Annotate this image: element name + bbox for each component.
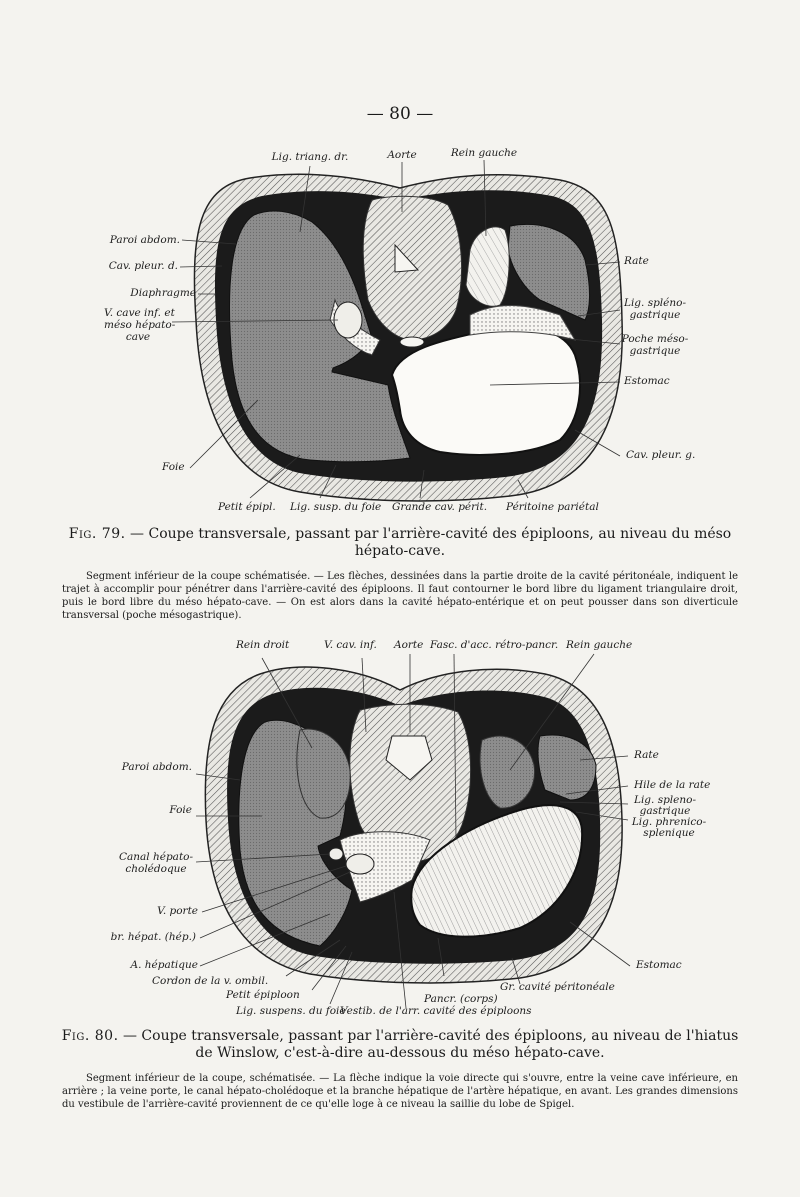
fig80-label-petit-epiploon: Petit épiploon [226, 989, 300, 1001]
fig79-label-poche-2: gastrique [629, 345, 681, 357]
fig79-label-v-cave-3: cave [125, 331, 151, 343]
fig80-label-hile: Hile de la rate [634, 779, 711, 791]
fig80-label-a-hepatique: A. hépatique [130, 959, 198, 971]
fig80-label-fasc: Fasc. d'acc. rétro-pancr. [430, 639, 559, 651]
fig80-label-pancr: Pancr. (corps) [424, 993, 498, 1005]
fig80-caption-text: — Coupe transversale, passant par l'arrière-cavité des épiploons, au niveau de l'hiatus de Winslow, c'est-à-dire au-dessous du méso hépato-cave. [122, 1028, 739, 1061]
fig79-label-lig-spleno-1: Lig. spléno- [623, 297, 687, 309]
fig80-label-vestib: Vestib. de l'arr. cavité des épiploons [340, 1005, 532, 1017]
fig79-label-rein-gauche: Rein gauche [450, 147, 518, 159]
fig79-label-diaphragme: Diaphragme [130, 287, 196, 299]
fig79-label-rate: Rate [624, 255, 649, 267]
fig79-label-petit-epipl: Petit épipl. [218, 501, 276, 513]
fig79-caption [60, 526, 740, 560]
fig79-label-v-cave-1: V. cave inf. et [104, 307, 175, 319]
fig79-label-peritoine: Péritoine pariétal [506, 501, 599, 513]
fig79-caption-text: — Coupe transversale, passant par l'arrière-cavité des épiploons, au niveau du méso hépato-cave. [130, 526, 732, 559]
page-number: — 80 — [366, 104, 434, 124]
fig79-label-paroi: Paroi abdom. [109, 234, 180, 246]
figure-80-illustration [0, 640, 800, 1040]
fig80-label-rein-gauche: Rein gauche [566, 639, 633, 651]
fig79-label-lig-triang: Lig. triang. dr. [271, 151, 349, 163]
fig80-label-rate: Rate [634, 749, 659, 761]
fig80-label-estomac: Estomac [636, 959, 682, 971]
fig79-label-estomac: Estomac [624, 375, 670, 387]
fig80-label-gr-cavite: Gr. cavité péritonéale [500, 981, 615, 993]
fig79-label-poche-1: Poche méso- [621, 333, 689, 345]
fig80-label-lig-spleno-1: Lig. spleno- [633, 794, 697, 806]
fig80-label-lig-phren-2: splenique [643, 827, 695, 839]
fig79-label-cav-pleur-g: Cav. pleur. g. [626, 449, 696, 461]
fig80-label-cordon: Cordon de la v. ombil. [152, 975, 269, 987]
fig80-label-canal-2: cholédoque [125, 863, 187, 875]
fig79-label-foie: Foie [162, 461, 185, 473]
fig80-label-rein-droit: Rein droit [236, 639, 290, 651]
fig80-caption-number: Fig. 80. [61, 1028, 119, 1044]
fig79-label-lig-spleno-2: gastrique [629, 309, 681, 321]
fig80-label-canal-1: Canal hépato- [118, 851, 194, 863]
fig80-label-v-cav-inf: V. cav. inf. [324, 639, 377, 651]
fig80-label-foie: Foie [169, 804, 192, 816]
fig80-label-br-hepat: br. hépat. (hép.) [110, 931, 196, 943]
fig80-label-lig-phren-1: Lig. phrenico- [631, 816, 707, 828]
fig80-label-v-porte: V. porte [157, 905, 198, 917]
fig80-label-aorte: Aorte [394, 639, 424, 651]
fig79-label-aorte: Aorte [387, 149, 417, 161]
fig79-label-lig-susp: Lig. susp. du foie [290, 501, 382, 513]
fig80-label-paroi: Paroi abdom. [121, 761, 192, 773]
fig80-label-lig-suspens: Lig. suspens. du foie [236, 1005, 346, 1017]
fig79-caption-number: Fig. 79. [68, 526, 126, 542]
fig79-label-grande-cav: Grande cav. périt. [392, 501, 488, 513]
fig79-label-cav-pleur-d: Cav. pleur. d. [108, 260, 178, 272]
fig80-caption [60, 1028, 740, 1062]
fig79-legend: Segment inférieur de la coupe schématisée. — Les flèches, dessinées dans la partie droite de la cavité péritonéale, indiquent le trajet à accomplir pour pénétrer dans l'arrière-cavité des épiploons. Il faut contourner le bord libre du ligament triangulaire droit, puis le bord libre du méso hépato-cave. — On est alors dans la cavité hépato-entérique et on peut pousser dans son diverticule transversal (poche mésogastrique). [62, 571, 738, 621]
fig80-legend: Segment inférieur de la coupe, schématisée. — La flèche indique la voie directe qui s'ouvre, entre la veine cave inférieure, en arrière ; la veine porte, le canal hépato-cholédoque et la branche hépatique de l'artère hépatique, en avant. Les grandes dimensions du vestibule de l'arrière-cavité proviennent de ce qu'elle loge à ce niveau la saillie du lobe de Spigel. [62, 1073, 738, 1110]
fig80-label-lig-spleno-2: gastrique [639, 805, 691, 817]
fig79-label-v-cave-2: méso hépato- [104, 319, 176, 331]
